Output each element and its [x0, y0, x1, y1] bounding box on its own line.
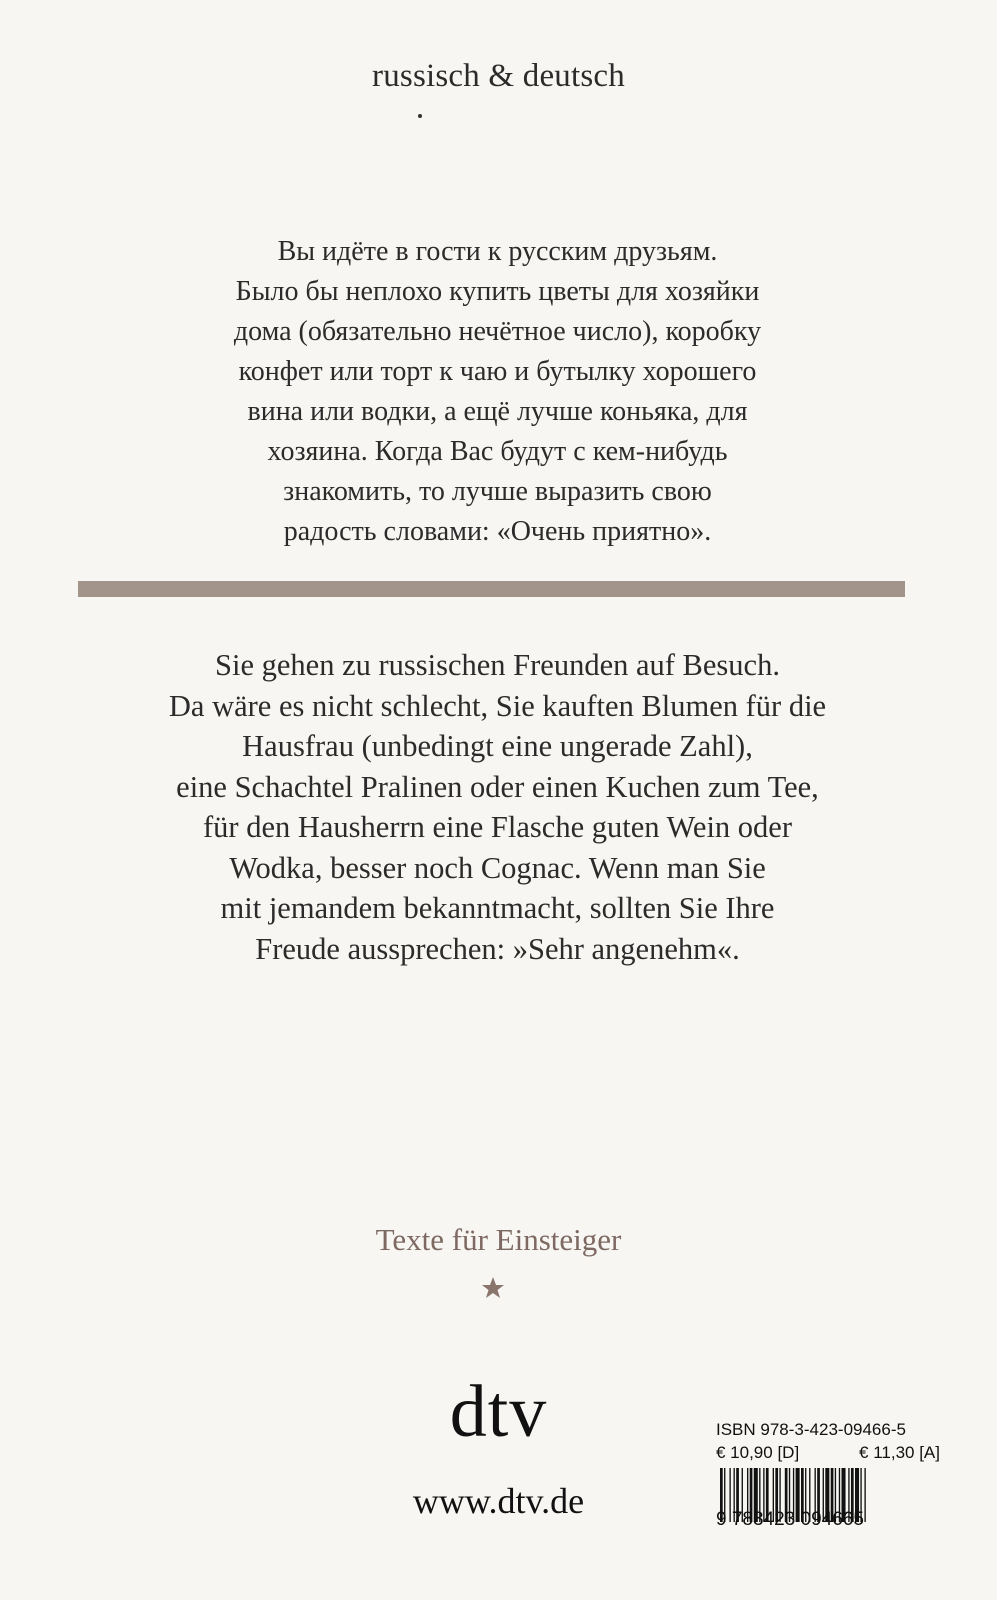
german-line: für den Hausherrn eine Flasche guten Wein oder	[203, 810, 792, 844]
russian-line: дома (обязательно нечётное число), коробку	[233, 316, 762, 347]
russian-line: хозяина. Когда Вас будут с кем-нибудь	[267, 436, 728, 467]
german-line: Hausfrau (unbedingt eine ungerade Zahl),	[242, 729, 753, 763]
russian-line: Вы идёте в гости к русским друзьям.	[277, 236, 718, 267]
price-row	[716, 1442, 940, 1464]
german-line: Wodka, besser noch Cognac. Wenn man Sie	[229, 850, 766, 885]
price-germany: € 10,90 [D]	[716, 1443, 800, 1462]
publisher-logo: dtv	[449, 1371, 548, 1453]
barcode-digits: 9 783423 094665	[716, 1509, 864, 1530]
german-line: Freude aussprechen: »Sehr angenehm«.	[255, 931, 740, 966]
german-paragraph	[70, 645, 925, 969]
german-line: eine Schachtel Pralinen oder einen Kuchen zum Tee,	[176, 769, 819, 804]
russian-line: Было бы неплохо купить цветы для хозяйки	[235, 276, 760, 307]
price-austria: € 11,30 [A]	[859, 1443, 940, 1462]
isbn-number: ISBN 978-3-423-09466-5	[716, 1420, 906, 1439]
german-line: Da wäre es nicht schlecht, Sie kauften Blumen für die	[168, 688, 827, 723]
series-label: russisch & deutsch	[372, 58, 625, 94]
russian-paragraph	[90, 232, 905, 552]
german-line: Sie gehen zu russischen Freunden auf Besuch.	[215, 648, 780, 682]
russian-line: радость словами: «Очень приятно».	[283, 516, 712, 547]
series-dot	[418, 114, 422, 118]
russian-line: знакомить, то лучше выразить свою	[283, 476, 712, 507]
isbn-block	[716, 1420, 950, 1535]
level-label: Texte für Einsteiger	[375, 1222, 622, 1257]
german-line: mit jemandem bekanntmacht, sollten Sie Ihre	[220, 891, 775, 925]
russian-line: вина или водки, а ещё лучше коньяка, для	[247, 396, 748, 427]
russian-line: конфет или торт к чаю и бутылку хорошего	[238, 356, 757, 387]
section-divider	[78, 581, 905, 597]
publisher-website: www.dtv.de	[412, 1481, 585, 1521]
star-icon	[481, 1276, 505, 1300]
